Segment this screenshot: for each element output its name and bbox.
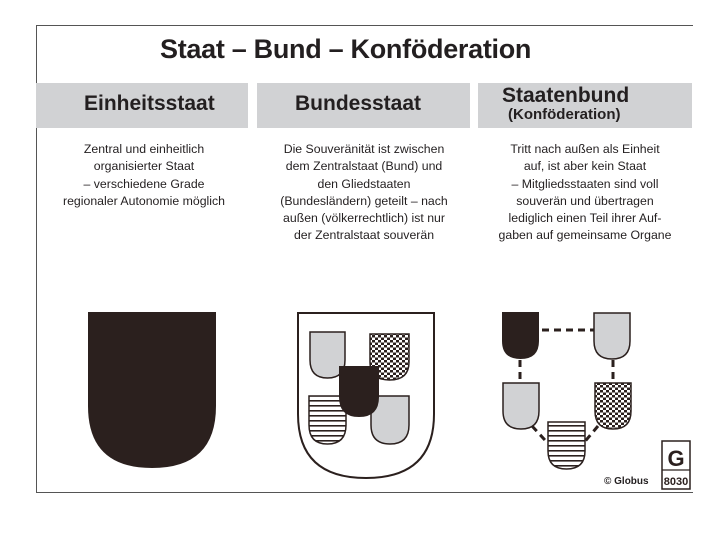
globus-logo-letter: G bbox=[667, 446, 685, 471]
credit-text: © Globus bbox=[604, 476, 649, 487]
confed-shield-checker-icon bbox=[595, 383, 631, 429]
heading-einheitsstaat: Einheitsstaat bbox=[84, 92, 215, 115]
description-bundesstaat: Die Souveränität ist zwischen dem Zentralstaat (Bund) und den Gliedstaaten (Bundesländern) geteilt – nach außen (völkerrechtlich) ist nur der Zentralstaat souverän bbox=[280, 142, 448, 243]
confed-shield-stripes-icon bbox=[548, 422, 585, 469]
heading-bundesstaat: Bundesstaat bbox=[295, 92, 422, 115]
confed-shield-light-2-icon bbox=[503, 383, 539, 429]
description-staatenbund: Tritt nach außen als Einheit auf, ist aber kein Staat – Mitgliedsstaaten sind voll souverän und übertragen lediglich einen Teil ihrer Auf- gaben auf gemeinsame Organe bbox=[498, 142, 672, 243]
description-einheitsstaat: Zentral und einheitlich organisierter Staat – verschiedene Grade regionaler Autonomie möglich bbox=[62, 142, 225, 208]
globus-logo-number: 8030 bbox=[663, 476, 689, 488]
confed-shield-dark-icon bbox=[502, 312, 539, 359]
subheading-staatenbund: (Konföderation) bbox=[508, 106, 621, 123]
large-dark-shield-icon bbox=[88, 312, 216, 468]
page-title: Staat – Bund – Konföderation bbox=[160, 34, 532, 64]
central-state-shield-icon bbox=[339, 366, 379, 417]
confed-shield-light-1-icon bbox=[594, 313, 630, 359]
heading-staatenbund: Staatenbund bbox=[502, 84, 630, 107]
